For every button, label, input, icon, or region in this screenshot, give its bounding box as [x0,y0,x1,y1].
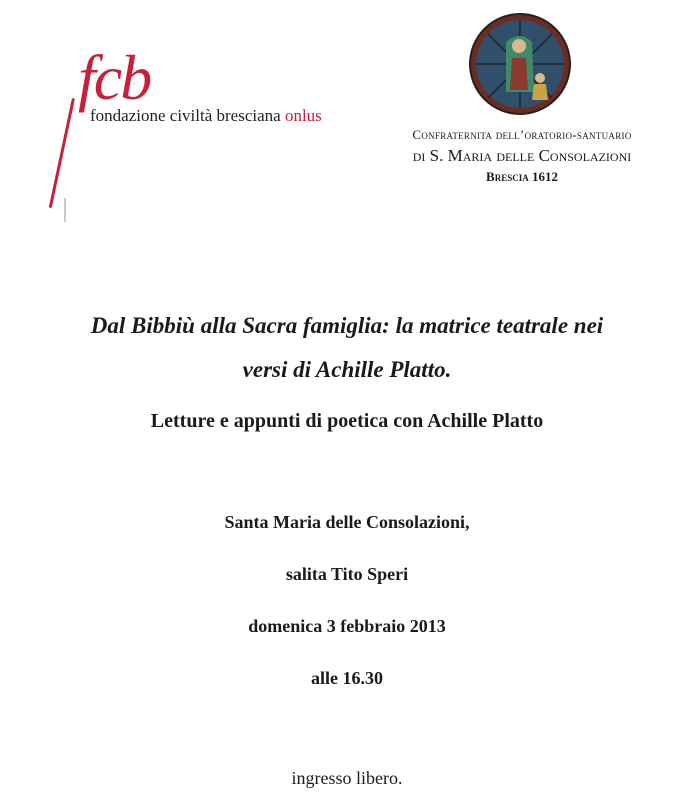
confraternita-emblem-icon [468,12,572,116]
event-time: alle 16.30 [311,668,383,688]
fcb-logo [52,42,352,176]
confraternita-line-2: di S. Maria delle Consolazioni [412,146,632,165]
entry-note: ingresso libero. [291,768,403,788]
event-street: salita Tito Speri [285,564,409,584]
event-title-line-2: versi di Achille Platto. [242,357,452,382]
fcb-onlus-text: onlus [284,106,322,125]
event-place: Santa Maria delle Consolazioni, [224,512,470,532]
event-subtitle: Letture e appunti di poetica con Achille Platto [150,410,544,432]
fcb-logo-mark: fcb [78,42,151,113]
event-title-line-1: Dal Bibbiù alla Sacra famiglia: la matrice teatrale nei [90,313,604,338]
confraternita-heading [372,127,672,185]
fcb-foundation-name [90,106,322,126]
confraternita-line-1: Confraternita dell’oratorio-santuario [412,127,632,142]
scan-artifact [64,198,66,222]
confraternita-line-3: Brescia 1612 [486,169,558,184]
fcb-name-text: fondazione civiltà bresciana [90,106,281,125]
event-title [20,304,674,392]
event-date: domenica 3 febbraio 2013 [248,616,446,636]
fcb-logo-stroke [49,98,75,208]
